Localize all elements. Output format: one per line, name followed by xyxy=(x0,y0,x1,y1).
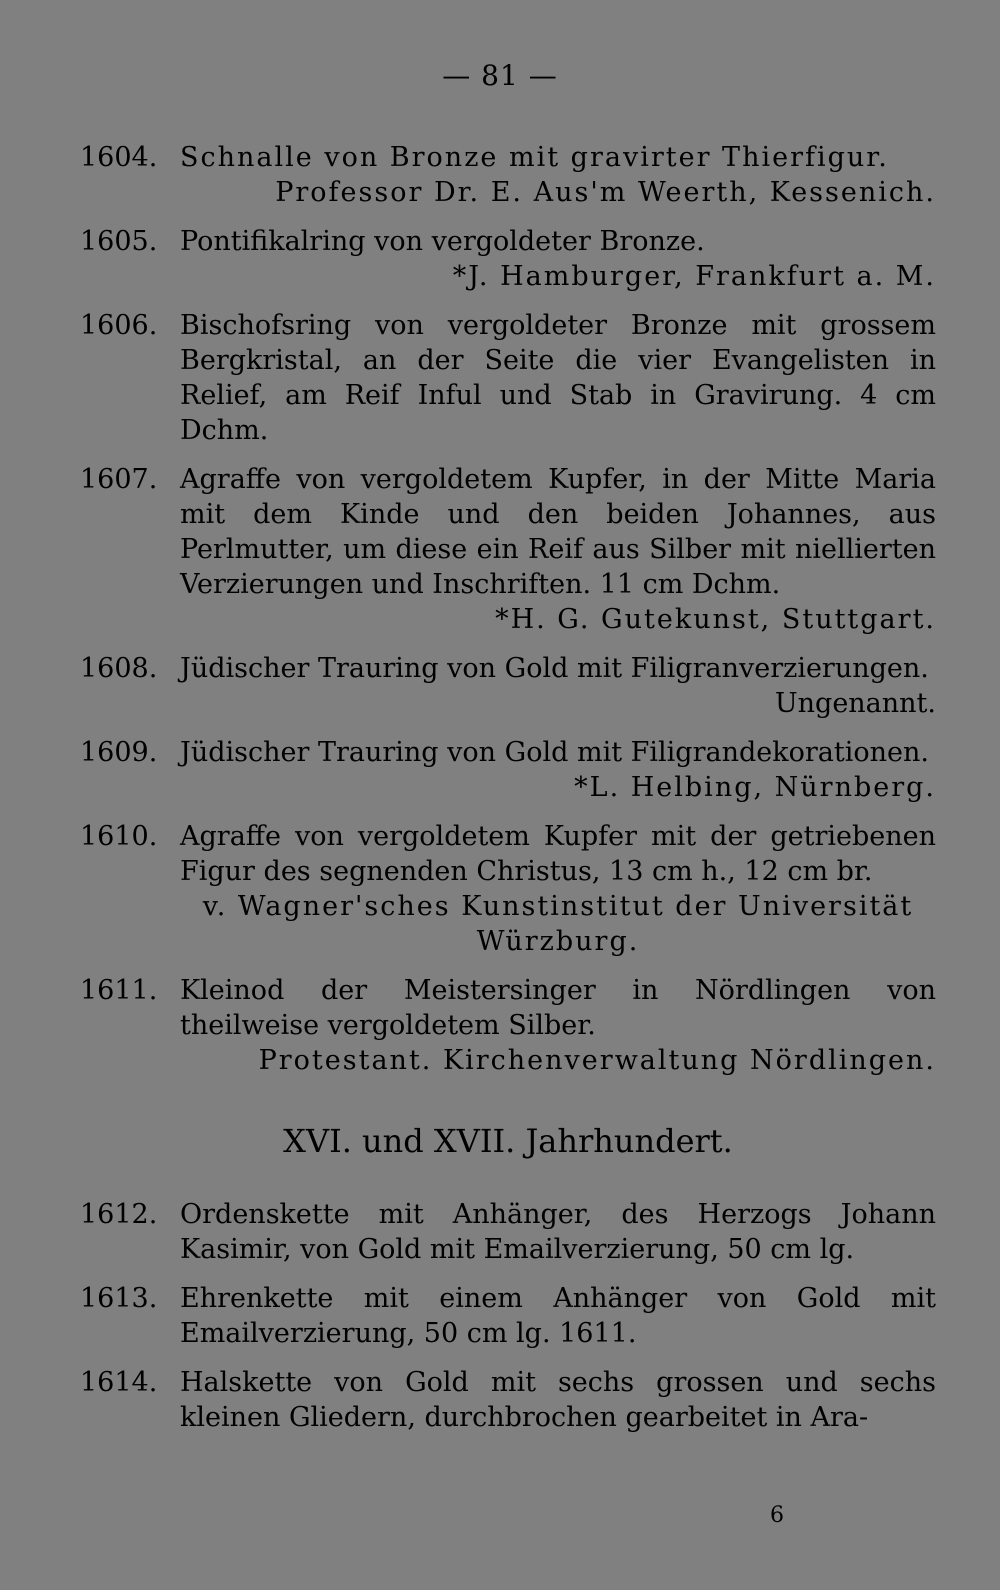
catalog-entry-1613 xyxy=(80,1281,936,1351)
entry-lender: Protestant. Kirchenverwaltung Nördlingen. xyxy=(258,1045,936,1076)
catalog-entry-1607 xyxy=(80,462,936,637)
entry-number: 1605. xyxy=(80,226,158,257)
catalog-entry-1606 xyxy=(80,308,936,448)
entry-description: Halskette von Gold mit sechs grossen und sechs kleinen Gliedern, durchbrochen gearbeitet in Ara- xyxy=(180,1367,936,1433)
catalog-entry-1610 xyxy=(80,819,936,959)
entry-number: 1608. xyxy=(80,653,158,684)
entry-number: 1607. xyxy=(80,464,158,495)
catalog-entry-1611 xyxy=(80,973,936,1078)
entry-description: Jüdischer Trauring von Gold mit Filigrandekorationen. xyxy=(180,737,929,768)
entry-number: 1611. xyxy=(80,975,158,1006)
entry-number: 1606. xyxy=(80,310,158,341)
catalog-entry-1608 xyxy=(80,651,936,721)
catalog-entry-1605 xyxy=(80,224,936,294)
catalog-entry-1609 xyxy=(80,735,936,805)
entry-description: Schnalle von Bronze mit gravirter Thierfigur. xyxy=(180,142,889,173)
entry-description: Pontifikalring von vergoldeter Bronze. xyxy=(180,226,705,257)
entry-lender: v. Wagner'sches Kunstinstitut der Universität Würzburg. xyxy=(202,891,914,957)
entry-number: 1612. xyxy=(80,1199,158,1230)
entry-number: 1614. xyxy=(80,1367,158,1398)
entry-lender: *H. G. Gutekunst, Stuttgart. xyxy=(495,604,936,635)
entry-description: Kleinod der Meistersinger in Nördlingen von theilweise vergoldetem Silber. xyxy=(180,975,936,1041)
entry-lender: Professor Dr. E. Aus'm Weerth, Kessenich. xyxy=(275,177,936,208)
entry-number: 1610. xyxy=(80,821,158,852)
entry-description: Jüdischer Trauring von Gold mit Filigranverzierungen. xyxy=(180,653,929,684)
entry-description: Ehrenkette mit einem Anhänger von Gold mit Emailverzierung, 50 cm lg. 1611. xyxy=(180,1283,936,1349)
entry-lender: Ungenannt. xyxy=(774,688,936,719)
signature-mark: 6 xyxy=(770,1503,784,1528)
entry-description: Agraffe von vergoldetem Kupfer mit der getriebenen Figur des segnenden Christus, 13 cm h., 12 cm br. xyxy=(180,821,936,887)
entry-number: 1609. xyxy=(80,737,158,768)
entry-description: Bischofsring von vergoldeter Bronze mit grossem Bergkristal, an der Seite die vier Evangelisten in Relief, am Reif Inful und Stab in Gravirung. 4 cm Dchm. xyxy=(180,310,936,446)
catalog-entry-1614 xyxy=(80,1365,936,1435)
entry-lender: *L. Helbing, Nürnberg. xyxy=(574,772,936,803)
entry-number: 1613. xyxy=(80,1283,158,1314)
catalog-entry-1612 xyxy=(80,1197,936,1267)
section-heading: XVI. und XVII. Jahrhundert. xyxy=(283,1122,733,1160)
entry-description: Agraffe von vergoldetem Kupfer, in der Mitte Maria mit dem Kinde und den beiden Johannes, aus Perlmutter, um diese ein Reif aus Silber mit niellierten Verzierungen und Inschriften. 11 cm Dchm. xyxy=(180,464,936,600)
entry-description: Ordenskette mit Anhänger, des Herzogs Johann Kasimir, von Gold mit Emailverzierung, 50 cm lg. xyxy=(180,1199,936,1265)
entry-lender: *J. Hamburger, Frankfurt a. M. xyxy=(452,261,936,292)
catalog-page xyxy=(80,140,936,1449)
page-number: — 81 — xyxy=(442,59,558,92)
catalog-entry-1604 xyxy=(80,140,936,210)
entry-number: 1604. xyxy=(80,142,158,173)
